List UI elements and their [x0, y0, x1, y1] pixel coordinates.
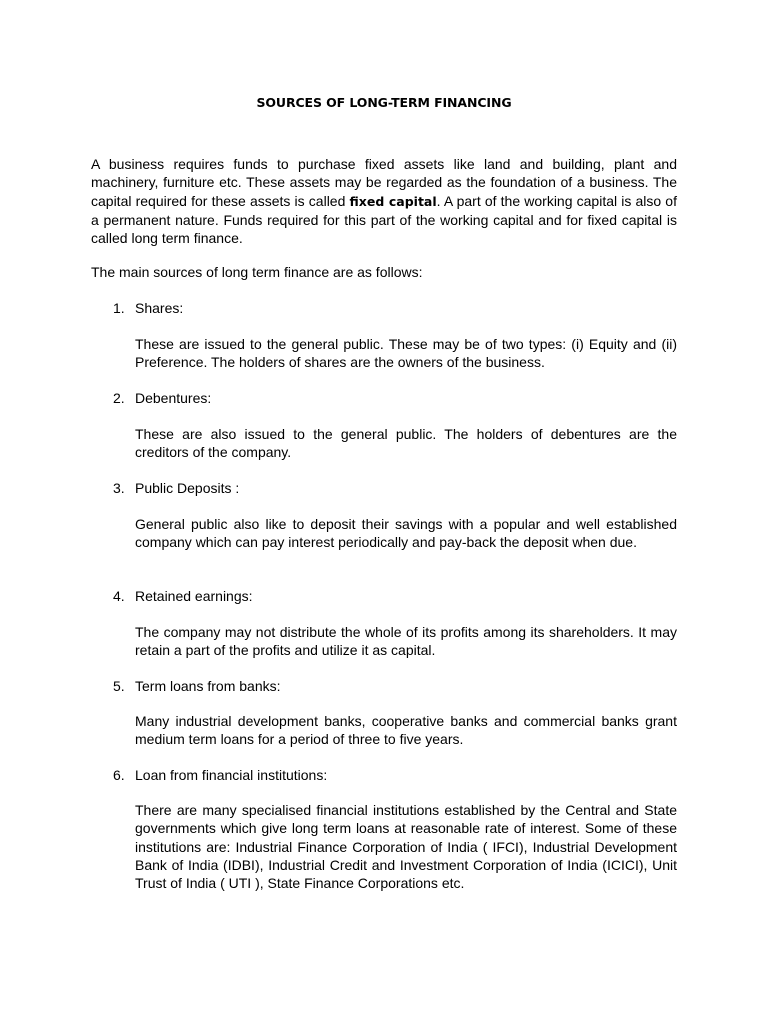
- list-item-number: 3.: [113, 480, 125, 496]
- list-item-body: Many industrial development banks, cooperative banks and commercial banks grant medium term loans for a period of three to five years.: [135, 713, 677, 748]
- list-item-number: 2.: [113, 390, 125, 406]
- intro-paragraph: [91, 155, 677, 247]
- list-item-body: General public also like to deposit their savings with a popular and well established company which can pay interest periodically and pay-back the deposit when due.: [135, 516, 677, 551]
- list-item-heading: [113, 479, 239, 497]
- list-item-body: There are many specialised financial institutions established by the Central and State governments which give long term loans at reasonable rate of interest. Some of these institutions are: Industrial Finance Corporation of India ( IFCI), Industrial Development Bank of India (IDBI), Industrial Credit and Investment Corporation of India (ICICI), Unit Trust of India ( UTI ), State Finance Corporations etc.: [135, 802, 677, 892]
- intro-text-after: . A part of the working capital is also of a permanent nature. Funds required for this part of the working capital and for fixed capital is called long term finance.: [91, 192, 677, 247]
- list-item-number: 4.: [113, 588, 125, 604]
- list-item-title: Public Deposits :: [135, 480, 240, 496]
- list-item-heading: [113, 766, 327, 784]
- list-item-title: Term loans from banks:: [135, 678, 281, 694]
- intro-bold-term: fixed capital: [349, 193, 437, 209]
- lead-paragraph: The main sources of long term finance are as follows:: [91, 264, 423, 280]
- list-item-body: These are issued to the general public. These may be of two types: (i) Equity and (ii) Preference. The holders of shares are the owners of the business.: [135, 336, 677, 371]
- list-item-title: Debentures:: [135, 390, 212, 406]
- list-item-number: 5.: [113, 678, 125, 694]
- list-item-title: Loan from financial institutions:: [135, 767, 328, 783]
- list-item-title: Shares:: [135, 300, 184, 316]
- list-item-body: These are also issued to the general public. The holders of debentures are the creditors of the company.: [135, 426, 677, 461]
- list-item-number: 1.: [113, 300, 125, 316]
- intro-text-before: A business requires funds to purchase fixed assets like land and building, plant and machinery, furniture etc. These assets may be regarded as the foundation of a business. The capital required for these assets is called: [91, 156, 677, 209]
- list-item-number: 6.: [113, 767, 125, 783]
- list-item-body: The company may not distribute the whole of its profits among its shareholders. It may retain a part of the profits and utilize it as capital.: [135, 624, 677, 659]
- list-item-heading: [113, 677, 281, 695]
- list-item-heading: [113, 389, 211, 407]
- list-item-heading: [113, 587, 253, 605]
- list-item-heading: [113, 299, 183, 317]
- page-title: SOURCES OF LONG-TERM FINANCING: [256, 95, 512, 110]
- list-item-title: Retained earnings:: [135, 588, 253, 604]
